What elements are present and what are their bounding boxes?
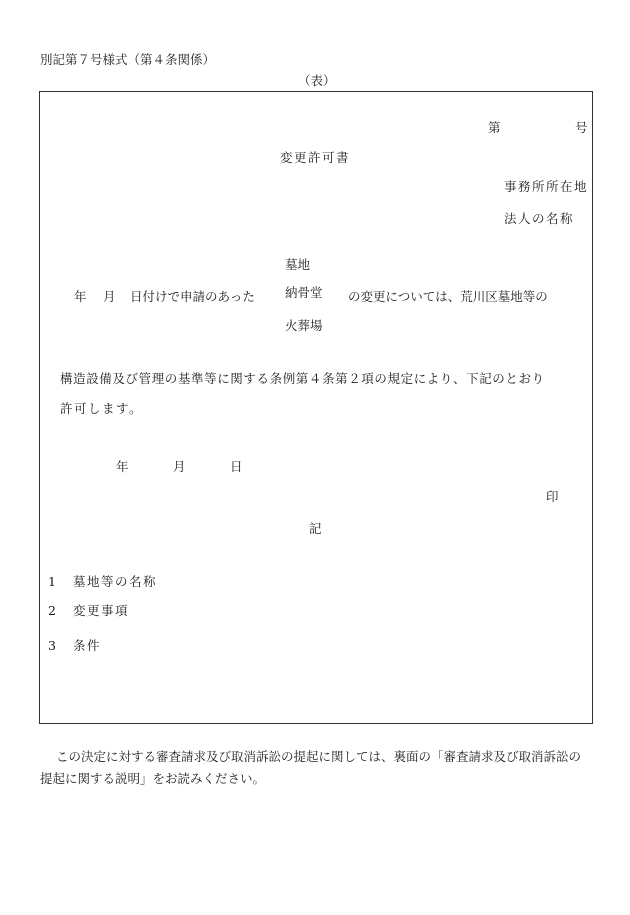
body-line3: 許可します。 — [60, 401, 144, 416]
body-line2: 構造設備及び管理の基準等に関する条例第４条第２項の規定により、下記のとおり — [60, 371, 545, 386]
ki-heading: 記 — [309, 521, 322, 536]
side-label: （表） — [298, 73, 336, 88]
issue-year: 年 — [116, 459, 129, 474]
item-1-number: 1 — [48, 574, 56, 589]
item-2-number: 2 — [48, 603, 56, 618]
facility-type-ossuary: 納骨堂 — [285, 285, 323, 300]
issue-day: 日 — [230, 459, 243, 474]
seal-mark: 印 — [546, 489, 559, 504]
footer-note: この決定に対する審査請求及び取消訴訟の提起に関しては、裏面の「審査請求及び取消訴訟の提起に関する説明」をお読みください。 — [40, 749, 582, 786]
body-year: 年 — [74, 289, 87, 304]
document-title: 変更許可書 — [280, 150, 351, 165]
office-address-label: 事務所所在地 — [504, 179, 589, 194]
body-date-phrase: 日付けで申請のあった — [130, 289, 255, 304]
corporation-name-label: 法人の名称 — [504, 211, 575, 226]
item-1-label: 墓地等の名称 — [73, 574, 158, 589]
form-label: 別記第７号様式（第４条関係） — [40, 52, 216, 67]
form-frame — [39, 91, 593, 724]
item-3-label: 条件 — [73, 638, 102, 653]
facility-type-cemetery: 墓地 — [285, 257, 311, 272]
item-3-number: 3 — [48, 638, 56, 653]
body-month: 月 — [103, 289, 116, 304]
facility-type-crematorium: 火葬場 — [285, 318, 323, 333]
number-dai: 第 — [488, 120, 501, 135]
issue-month: 月 — [173, 459, 186, 474]
number-go: 号 — [575, 120, 588, 135]
item-2-label: 変更事項 — [73, 603, 130, 618]
body-continuation: の変更については、荒川区墓地等の — [348, 289, 548, 304]
